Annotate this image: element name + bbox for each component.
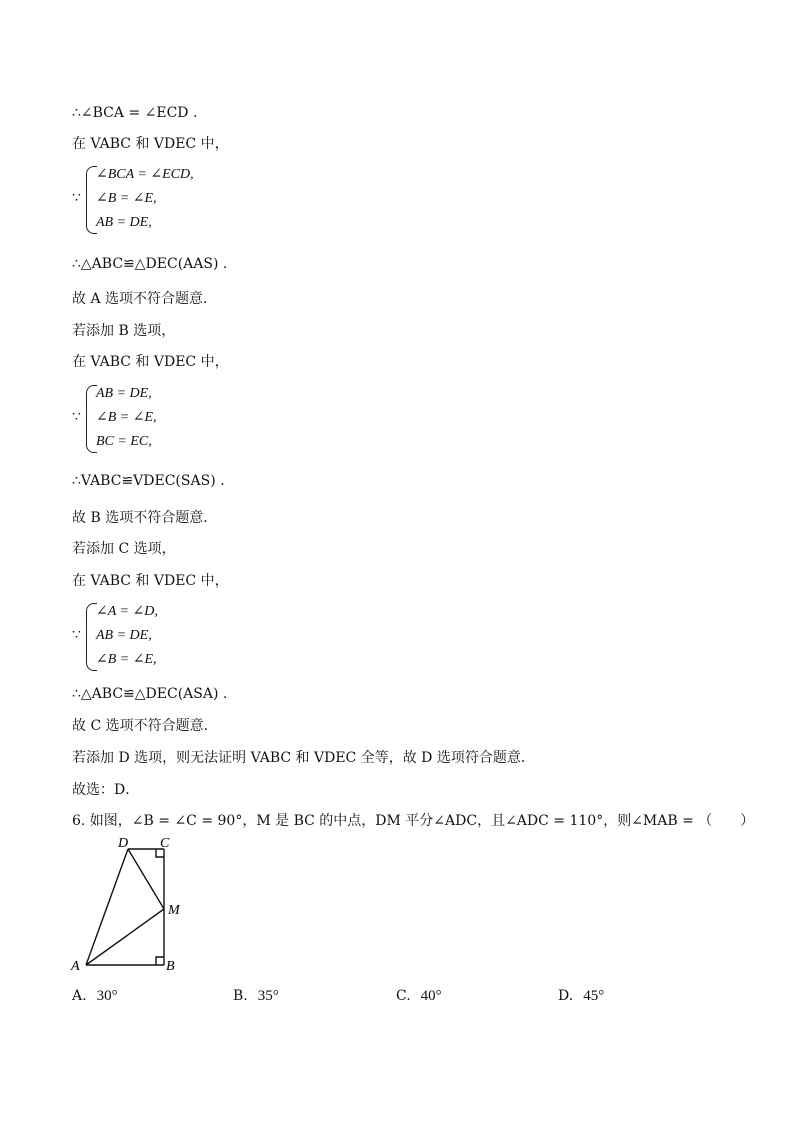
condition: ∠B = ∠E, <box>96 191 157 206</box>
condition: AB = DE, <box>96 386 152 401</box>
label-a: A <box>71 959 80 974</box>
line-in-triangles-1: 在 VABC 和 VDEC 中， <box>72 136 229 152</box>
option-letter: B. <box>233 988 248 1004</box>
line-congruence-aas: ∴△ABC≌△DEC(AAS) . <box>72 256 228 272</box>
option-d[interactable] <box>558 988 604 1005</box>
because-symbol: ∵ <box>72 627 81 643</box>
condition: AB = DE, <box>96 628 152 643</box>
label-d: D <box>118 836 129 851</box>
condition: BC = EC, <box>96 434 152 449</box>
line-option-c-result: 故 C 选项不符合题意． <box>72 718 218 734</box>
option-letter: D. <box>558 988 574 1004</box>
line-answer: 故选：D． <box>72 782 140 798</box>
condition: ∠B = ∠E, <box>96 410 157 425</box>
line-option-a-result: 故 A 选项不符合题意． <box>72 291 218 307</box>
option-b[interactable] <box>233 988 279 1005</box>
condition: ∠A = ∠D, <box>96 604 158 619</box>
option-value: 30° <box>96 988 118 1004</box>
line-in-triangles-3: 在 VABC 和 VDEC 中， <box>72 573 229 589</box>
option-c[interactable] <box>396 988 442 1005</box>
option-a[interactable] <box>72 988 118 1005</box>
label-c: C <box>160 836 170 851</box>
condition: ∠BCA = ∠ECD, <box>96 167 194 182</box>
condition-system-2 <box>72 383 272 455</box>
label-m: M <box>168 903 180 918</box>
line-in-triangles-2: 在 VABC 和 VDEC 中， <box>72 354 229 370</box>
segment-ad <box>86 849 128 965</box>
option-value: 40° <box>420 988 442 1004</box>
line-add-option-b: 若添加 B 选项， <box>72 323 176 339</box>
line-conclusion-angle: ∴∠BCA = ∠ECD . <box>72 105 198 121</box>
right-angle-mark-b <box>156 957 164 965</box>
question-6-stem: 6. 如图，∠B = ∠C = 90°，M 是 BC 的中点，DM 平分∠ADC，且∠ADC = 110°，则∠MAB = （ ） <box>72 813 755 829</box>
segment-am <box>86 909 164 965</box>
line-add-option-d: 若添加 D 选项，则无法证明 VABC 和 VDEC 全等，故 D 选项符合题意． <box>72 750 535 766</box>
line-option-b-result: 故 B 选项不符合题意． <box>72 510 218 526</box>
option-value: 35° <box>257 988 279 1004</box>
because-symbol: ∵ <box>72 409 81 425</box>
condition-system-1 <box>72 164 272 236</box>
label-b: B <box>166 959 175 974</box>
condition: AB = DE, <box>96 215 152 230</box>
option-letter: A. <box>72 988 87 1004</box>
segment-dm <box>128 849 164 909</box>
because-symbol: ∵ <box>72 190 81 206</box>
line-congruence-sas: ∴VABC≌VDEC(SAS) . <box>72 473 225 489</box>
option-value: 45° <box>583 988 605 1004</box>
condition: ∠B = ∠E, <box>96 652 157 667</box>
geometry-figure <box>60 835 200 980</box>
condition-system-3 <box>72 601 272 673</box>
line-congruence-asa: ∴△ABC≌△DEC(ASA) . <box>72 686 228 702</box>
option-letter: C. <box>396 988 411 1004</box>
line-add-option-c: 若添加 C 选项， <box>72 541 176 557</box>
